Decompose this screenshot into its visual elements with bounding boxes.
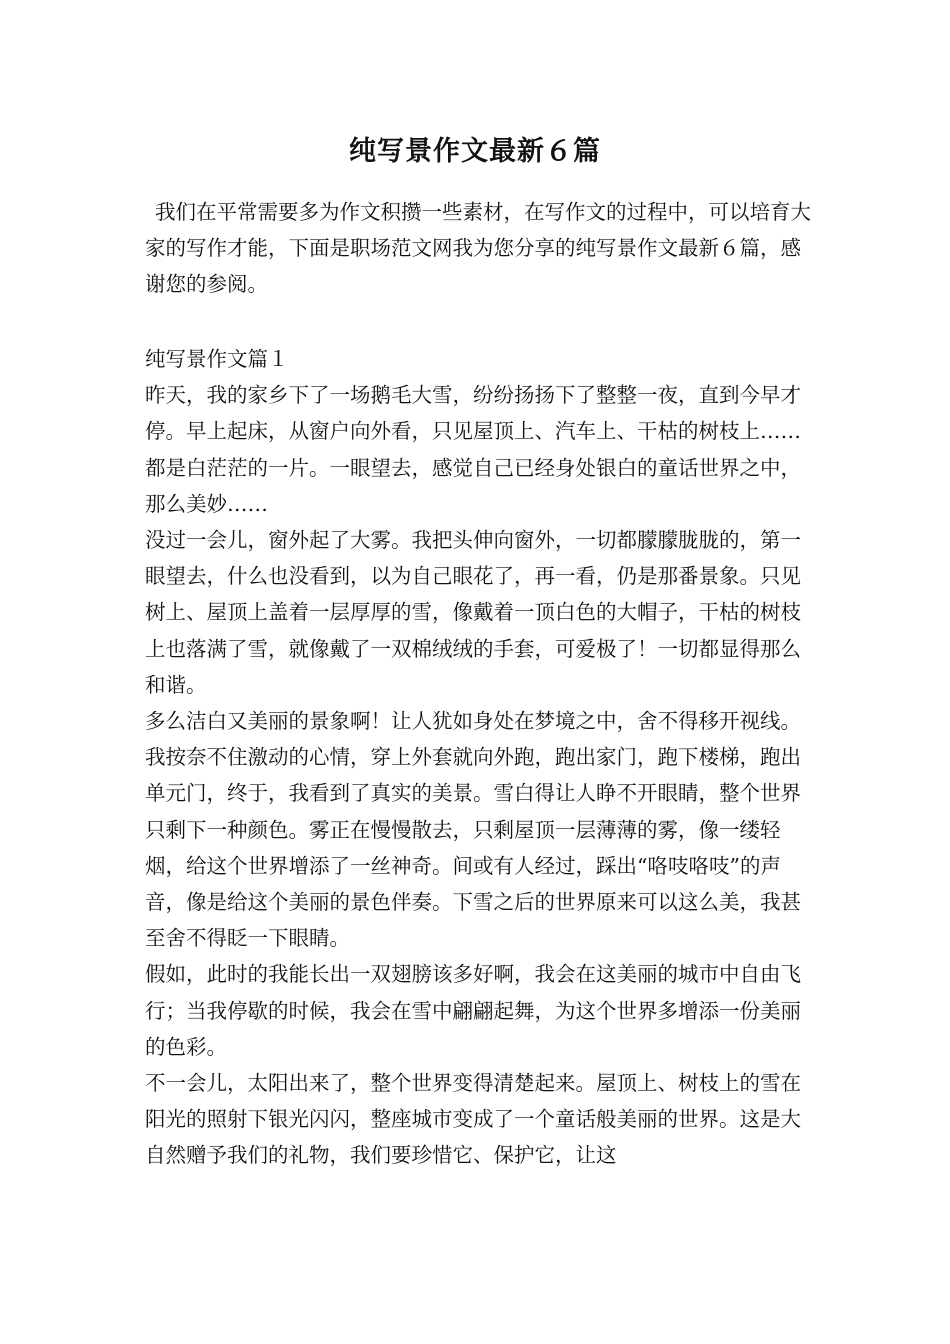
article-body — [145, 341, 820, 1174]
intro-text: 我们在平常需要多为作文积攒一些素材，在写作文的过程中，可以培育大家的写作才能，下面是职场范文网我为您分享的纯写景作文最新６篇，感谢您的参阅。 — [145, 200, 811, 297]
paragraph-4: 假如，此时的我能长出一双翅膀该多好啊，我会在这美丽的城市中自由飞行；当我停歇的时候，我会在雪中翩翩起舞，为这个世界多增添一份美丽的色彩。 — [145, 962, 801, 1059]
intro-paragraph — [145, 194, 820, 303]
document-title: 纯写景作文最新６篇 — [349, 136, 601, 167]
section-heading: 纯写景作文篇１ — [145, 347, 289, 371]
paragraph-3: 多么洁白又美丽的景象啊！让人犹如身处在梦境之中，舍不得移开视线。我按奈不住激动的心情，穿上外套就向外跑，跑出家门，跑下楼梯，跑出单元门，终于，我看到了真实的美景。雪白得让人睁不开眼睛，整个世界只剩下一种颜色。雾正在慢慢散去，只剩屋顶一层薄薄的雾，像一缕轻烟，给这个世界增添了一丝神奇。间或有人经过，踩出“咯吱咯吱”的声音，像是给这个美丽的景色伴奏。下雪之后的世界原来可以这么美，我甚至舍不得眨一下眼睛。 — [145, 709, 801, 951]
paragraph-1: 昨天，我的家乡下了一场鹅毛大雪，纷纷扬扬下了整整一夜，直到今早才停。早上起床，从窗户向外看，只见屋顶上、汽车上、干枯的树枝上……都是白茫茫的一片。一眼望去，感觉自己已经身处银白的童话世界之中，那么美妙…… — [145, 383, 801, 516]
paragraph-5: 不一会儿，太阳出来了，整个世界变得清楚起来。屋顶上、树枝上的雪在阳光的照射下银光闪闪，整座城市变成了一个童话般美丽的世界。这是大自然赠予我们的礼物，我们要珍惜它、保护它，让这 — [145, 1071, 801, 1168]
paragraph-2: 没过一会儿，窗外起了大雾。我把头伸向窗外，一切都朦朦胧胧的，第一眼望去，什么也没看到，以为自己眼花了，再一看，仍是那番景象。只见树上、屋顶上盖着一层厚厚的雪，像戴着一顶白色的大帽子，干枯的树枝上也落满了雪，就像戴了一双棉绒绒的手套，可爱极了！一切都显得那么和谐。 — [145, 528, 801, 697]
